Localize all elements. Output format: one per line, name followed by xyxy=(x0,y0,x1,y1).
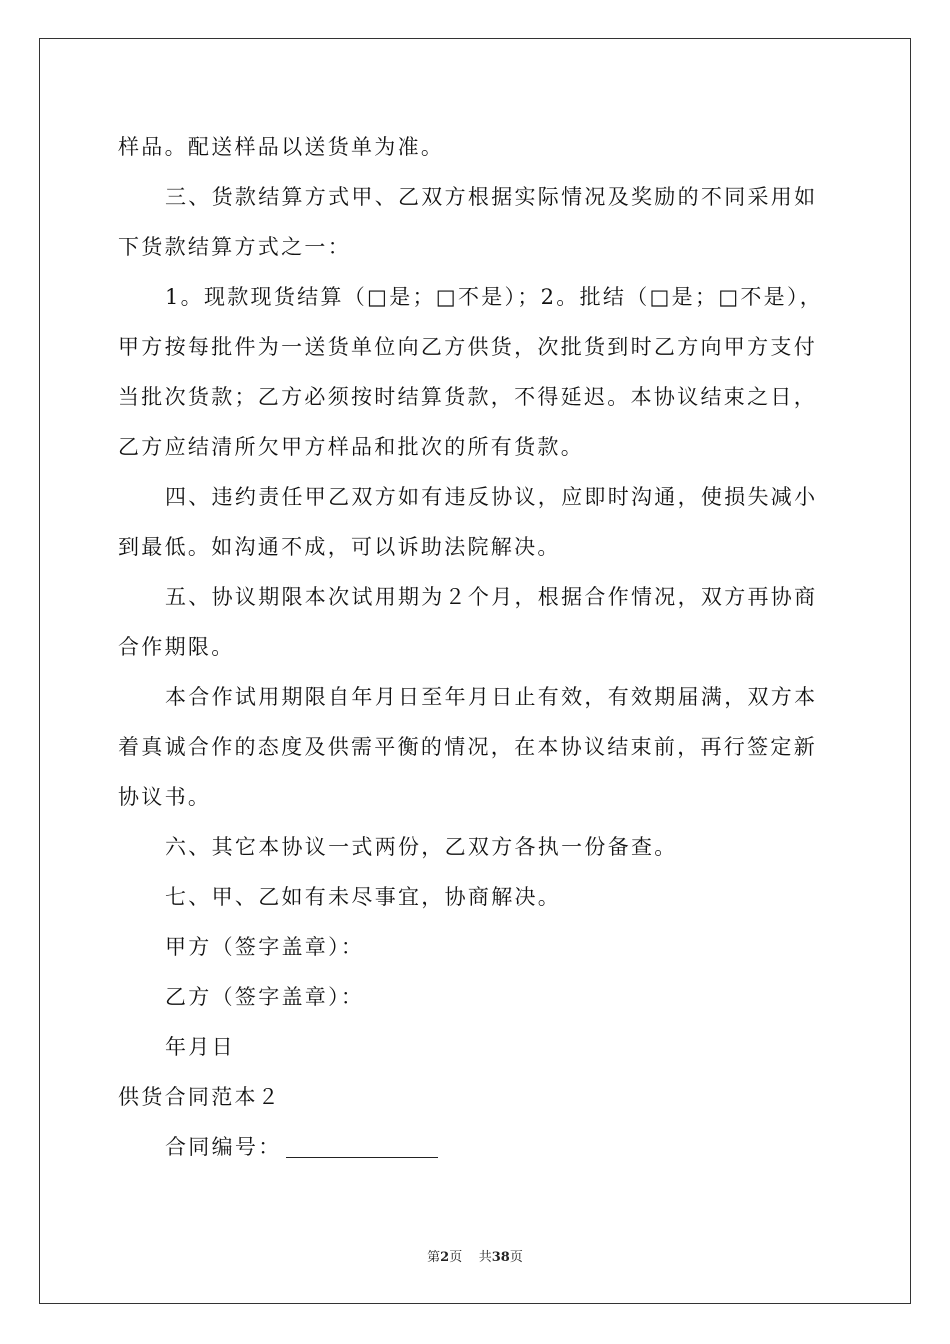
footer-total-suffix: 页 xyxy=(509,1250,523,1265)
paragraph-line: 着真诚合作的态度及供需平衡的情况，在本协议结束前，再行签定新 xyxy=(118,735,817,759)
party-a-signature-line: 甲方（签字盖章）： xyxy=(165,935,365,959)
paragraph-line: 协议书。 xyxy=(118,785,212,809)
footer-total-prefix: 共 xyxy=(478,1250,492,1265)
paragraph-line: 甲方按每批件为一送货单位向乙方供货，次批货到时乙方向甲方支付 xyxy=(118,335,817,359)
payment-options-line: 1。现款现货结算（□是；□不是）；2。批结（□是；□不是）， xyxy=(165,285,824,309)
paragraph-line: 下货款结算方式之一： xyxy=(118,235,351,259)
paragraph-line: 合作期限。 xyxy=(118,635,235,659)
contract-number-line xyxy=(165,1122,438,1172)
section-3-heading-line: 三、货款结算方式甲、乙双方根据实际情况及奖励的不同采用如 xyxy=(165,185,818,209)
section-5-heading-line: 五、协议期限本次试用期为２个月，根据合作情况，双方再协商 xyxy=(165,585,818,609)
footer-page-total: 38 xyxy=(491,1250,510,1265)
section-7-line: 七、甲、乙如有未尽事宜，协商解决。 xyxy=(165,885,562,909)
footer-page-current: 2 xyxy=(440,1250,450,1265)
page-footer xyxy=(0,1246,950,1265)
party-b-signature-line: 乙方（签字盖章）： xyxy=(165,985,365,1009)
paragraph-line: 当批次货款；乙方必须按时结算货款，不得延迟。本协议结束之日， xyxy=(118,385,817,409)
paragraph-line: 样品。配送样品以送货单为准。 xyxy=(118,135,445,159)
contract-number-label: 合同编号： xyxy=(165,1135,282,1159)
contract-template-title: 供货合同范本２ xyxy=(118,1085,282,1109)
contract-number-blank xyxy=(286,1137,438,1158)
paragraph-line: 本合作试用期限自年月日至年月日止有效，有效期届满，双方本 xyxy=(165,685,818,709)
footer-page-prefix: 第 xyxy=(427,1250,441,1265)
paragraph-line: 乙方应结清所欠甲方样品和批次的所有货款。 xyxy=(118,435,584,459)
section-6-line: 六、其它本协议一式两份，乙双方各执一份备查。 xyxy=(165,835,678,859)
section-4-heading-line: 四、违约责任甲乙双方如有违反协议，应即时沟通，使损失减小 xyxy=(165,485,818,509)
paragraph-line: 到最低。如沟通不成，可以诉助法院解决。 xyxy=(118,535,561,559)
footer-page-suffix: 页 xyxy=(449,1250,463,1265)
date-line: 年月日 xyxy=(165,1035,235,1059)
